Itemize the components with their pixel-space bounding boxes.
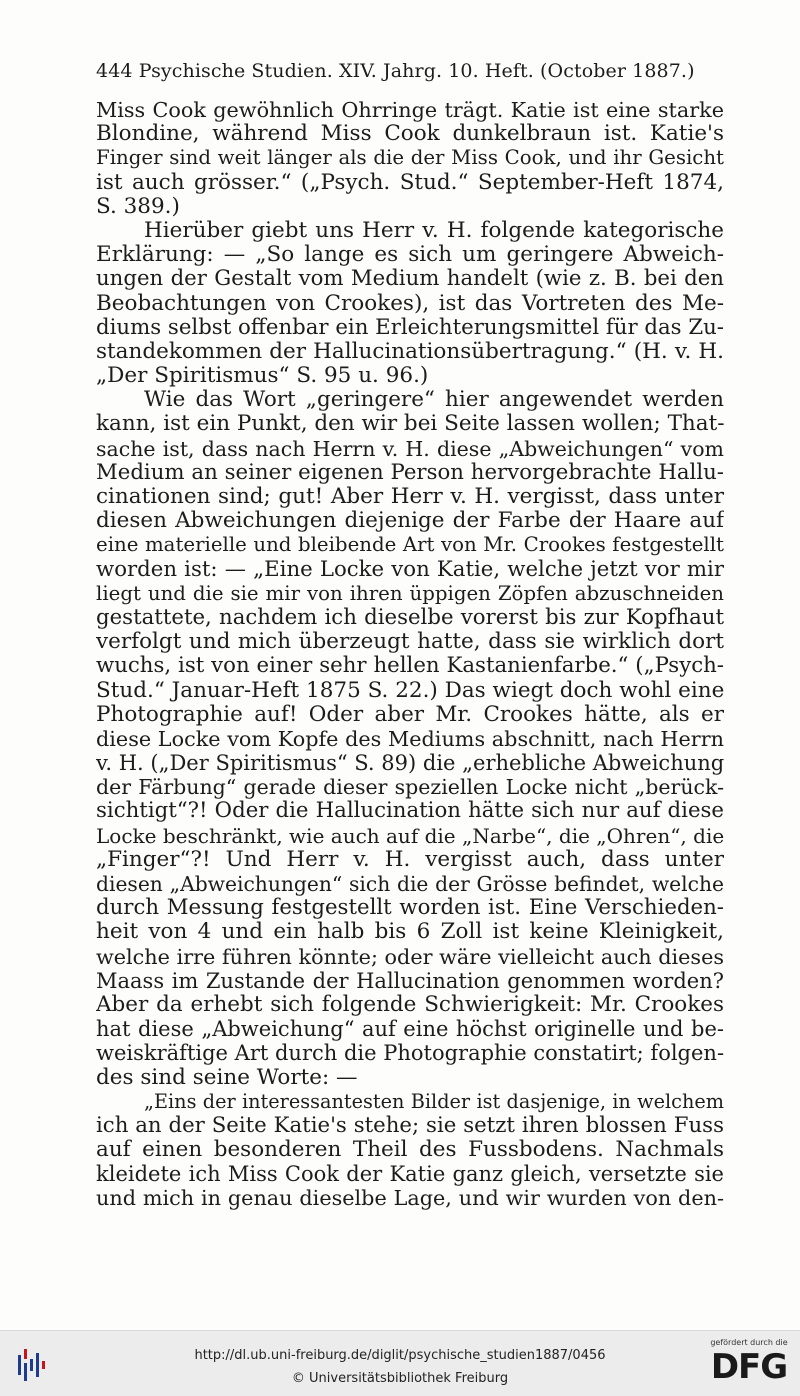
text-line: und mich in genau dieselbe Lage, und wir wurden von den- <box>96 1186 724 1211</box>
text-line: kleidete ich Miss Cook der Katie ganz gleich, versetzte sie <box>96 1162 724 1187</box>
text-line: diese Locke vom Kopfe des Mediums abschnitt, nach Herrn <box>96 726 724 751</box>
text-line: diesen Abweichungen diejenige der Farbe der Haare auf <box>96 509 724 534</box>
text-line: worden ist: — „Eine Locke von Katie, welche jetzt vor mir <box>96 557 724 582</box>
dfg-logo <box>706 1338 792 1390</box>
text-line: ich an der Seite Katie's stehe; sie setzt ihren blossen Fuss <box>96 1113 724 1138</box>
text-line: „Eins der interessantesten Bilder ist dasjenige, in welchem <box>144 1089 724 1113</box>
text-line: Stud.“ Januar-Heft 1875 S. 22.) Das wiegt doch wohl eine <box>96 678 724 703</box>
text-line: hat diese „Abweichung“ auf eine höchst originelle und be- <box>96 1017 724 1042</box>
text-line: des sind seine Worte: — <box>96 1065 358 1090</box>
body-text <box>96 98 724 1211</box>
dfg-logo-text: DFG <box>710 1347 788 1387</box>
text-line: gestattete, nachdem ich dieselbe vorerst bis zur Kopfhaut <box>96 605 724 630</box>
text-line: Blondine, während Miss Cook dunkelbraun ist. Katie's <box>96 122 724 147</box>
text-line: ungen der Gestalt vom Medium handelt (wie z. B. bei den <box>96 267 724 292</box>
text-line: Maass im Zustande der Hallucination genommen worden? <box>96 968 724 993</box>
text-line: diums selbst offenbar ein Erleichterungsmittel für das Zu- <box>96 315 724 340</box>
text-line: Beobachtungen von Crookes), ist das Vortreten des Me- <box>96 291 724 316</box>
text-line: „Der Spiritismus“ S. 95 u. 96.) <box>96 364 429 389</box>
text-line: Photographie auf! Oder aber Mr. Crookes hätte, als er <box>96 702 724 727</box>
text-line: der Färbung“ gerade dieser speziellen Locke nicht „berück- <box>96 775 724 800</box>
document-url-link[interactable]: http://dl.ub.uni-freiburg.de/diglit/psychische_studien1887/0456 <box>194 1348 606 1363</box>
text-line: v. H. („Der Spiritismus“ S. 89) die „erhebliche Abweichung <box>96 751 724 776</box>
text-line: diesen „Abweichungen“ sich die der Grösse befindet, welche <box>96 872 724 896</box>
text-line: heit von 4 und ein halb bis 6 Zoll ist keine Kleinigkeit, <box>96 920 724 945</box>
text-line: ist auch grösser.“ („Psych. Stud.“ September-Heft 1874, <box>96 170 724 195</box>
text-line: Aber da erhebt sich folgende Schwierigkeit: Mr. Crookes <box>96 992 724 1017</box>
dfg-funded-label: gefördert durch die <box>710 1338 788 1347</box>
text-line: Wie das Wort „geringere“ hier angewendet werden <box>144 388 724 413</box>
text-line: Erklärung: — „So lange es sich um geringere Abweich- <box>96 243 724 268</box>
text-line: Medium an seiner eigenen Person hervorgebrachte Hallu- <box>96 460 724 485</box>
text-line: liegt und die sie mir von ihren üppigen Zöpfen abzuschneiden <box>96 581 724 605</box>
text-line: Miss Cook gewöhnlich Ohrringe trägt. Katie ist eine starke <box>96 98 724 122</box>
text-line: kann, ist ein Punkt, den wir bei Seite lassen wollen; That- <box>96 412 724 437</box>
text-line: S. 389.) <box>96 194 180 219</box>
text-line: durch Messung festgestellt worden ist. Eine Verschieden- <box>96 896 724 921</box>
text-line: auf einen besonderen Theil des Fussbodens. Nachmals <box>96 1138 724 1163</box>
text-line: wuchs, ist von einer sehr hellen Kastanienfarbe.“ („Psych- <box>96 654 724 679</box>
text-line: cinationen sind; gut! Aber Herr v. H. vergisst, dass unter <box>96 485 724 509</box>
text-line: Finger sind weit länger als die der Miss Cook, und ihr Gesicht <box>96 146 724 170</box>
text-line: „Finger“?! Und Herr v. H. vergisst auch, dass unter <box>96 847 724 872</box>
running-head: 444 Psychische Studien. XIV. Jahrg. 10. Heft. (October 1887.) <box>96 60 695 82</box>
copyright-notice: © Universitätsbibliothek Freiburg <box>291 1371 509 1386</box>
text-line: Locke beschränkt, wie auch auf die „Narbe“, die „Ohren“, die <box>96 823 724 848</box>
text-line: Hierüber giebt uns Herr v. H. folgende kategorische <box>144 218 724 243</box>
text-line: sichtigt“?! Oder die Hallucination hätte sich nur auf diese <box>96 799 724 824</box>
text-line: weiskräftige Art durch die Photographie constatirt; folgen- <box>96 1041 724 1066</box>
text-line: eine materielle und bleibende Art von Mr. Crookes festgestellt <box>96 533 724 557</box>
text-line: standekommen der Hallucinationsübertragung.“ (H. v. H. <box>96 339 724 364</box>
text-line: verfolgt und mich überzeugt hatte, dass sie wirklich dort <box>96 630 724 655</box>
text-line: welche irre führen könnte; oder wäre vielleicht auch dieses <box>96 944 724 969</box>
text-line: sache ist, dass nach Herrn v. H. diese „Abweichungen“ vom <box>96 436 724 461</box>
viewer-footer <box>0 1330 800 1396</box>
